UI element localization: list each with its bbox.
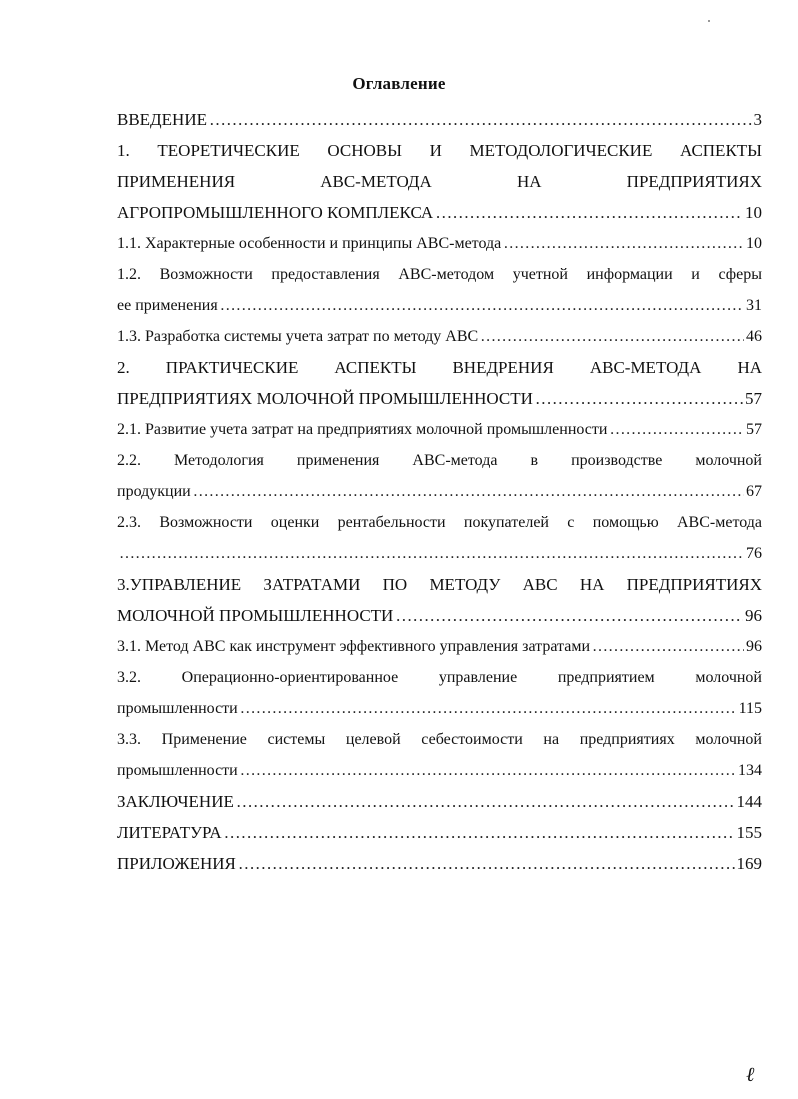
toc-page-number: 144 — [736, 792, 762, 811]
toc-page-number: 96 — [745, 606, 762, 625]
toc-entry-title: ПРИМЕНЕНИЯ АВС-МЕТОДА НА ПРЕДПРИЯТИЯХ — [117, 172, 762, 191]
toc-entry[interactable] — [117, 228, 762, 259]
toc-entry[interactable] — [117, 848, 762, 879]
toc-entry-title: ВВЕДЕНИЕ — [117, 110, 207, 129]
toc-entry-title: ЗАКЛЮЧЕНИЕ — [117, 792, 234, 811]
scan-speck — [708, 20, 710, 22]
dot-leader — [395, 600, 743, 631]
toc-entry[interactable] — [117, 104, 762, 135]
dot-leader — [238, 848, 735, 879]
toc-entry-title: ПРЕДПРИЯТИЯХ МОЛОЧНОЙ ПРОМЫШЛЕННОСТИ — [117, 389, 533, 408]
toc-entry[interactable] — [117, 321, 762, 352]
toc-entry-title: АГРОПРОМЫШЛЕННОГО КОМПЛЕКСА — [117, 203, 434, 222]
dot-leader — [224, 817, 735, 848]
dot-leader — [435, 197, 743, 228]
toc-page-number: 155 — [736, 823, 762, 842]
toc-page-number: 57 — [745, 389, 762, 408]
toc-entry[interactable] — [117, 631, 762, 662]
toc-entry-title: 3.УПРАВЛЕНИЕ ЗАТРАТАМИ ПО МЕТОДУ АВС НА ПРЕДПРИЯТИЯХ — [117, 575, 762, 594]
toc-entry-title: 1.2. Возможности предоставления АВС-методом учетной информации и сферы — [117, 266, 762, 283]
toc-entry-title: 3.3. Применение системы целевой себестоимости на предприятиях молочной — [117, 731, 762, 748]
toc-entry-title: 1.3. Разработка системы учета затрат по методу АВС — [117, 328, 479, 345]
toc-entry[interactable] — [117, 662, 762, 724]
toc-page-number: 46 — [746, 328, 762, 345]
toc-entry-title: ее применения — [117, 297, 218, 314]
toc-entry-title: 3.1. Метод АВС как инструмент эффективного управления затратами — [117, 638, 591, 655]
toc-entry[interactable] — [117, 414, 762, 445]
toc-page-number: 57 — [746, 421, 762, 438]
toc-entry[interactable] — [117, 569, 762, 631]
toc-page-number: 10 — [746, 235, 762, 252]
toc-page-number: 76 — [746, 545, 762, 562]
toc-entry[interactable] — [117, 817, 762, 848]
toc-entry[interactable] — [117, 135, 762, 228]
page-title: Оглавление — [352, 74, 446, 93]
toc-entry[interactable] — [117, 259, 762, 321]
dot-leader — [592, 631, 744, 662]
toc-entry-title: 2.3. Возможности оценки рентабельности покупателей с помощью АВС-метода — [117, 514, 762, 531]
toc-entry-title: промышленности — [117, 762, 238, 779]
toc-entry-title: 2.2. Методология применения АВС-метода в производстве молочной — [117, 452, 762, 469]
toc-entry-title: 3.2. Операционно-ориентированное управление предприятием молочной — [117, 669, 762, 686]
dot-leader — [480, 321, 744, 352]
handwritten-page-mark: ℓ — [746, 1062, 755, 1086]
toc-entry-title: 2. ПРАКТИЧЕСКИЕ АСПЕКТЫ ВНЕДРЕНИЯ АВС-МЕТОДА НА — [117, 358, 762, 377]
dot-leader — [240, 693, 737, 724]
dot-leader — [503, 228, 744, 259]
toc-entry-title: промышленности — [117, 700, 238, 717]
dot-leader — [193, 476, 744, 507]
toc-entry[interactable] — [117, 507, 762, 569]
dot-leader — [209, 104, 752, 135]
toc-entry-title: МОЛОЧНОЙ ПРОМЫШЛЕННОСТИ — [117, 606, 394, 625]
dot-leader — [535, 383, 743, 414]
dot-leader — [240, 755, 736, 786]
toc-entry[interactable] — [117, 445, 762, 507]
toc-page-number: 169 — [736, 854, 762, 873]
toc-entry-title: 2.1. Развитие учета затрат на предприятиях молочной промышленности — [117, 421, 608, 438]
toc-entry-title: ПРИЛОЖЕНИЯ — [117, 854, 236, 873]
toc-page-number: 115 — [738, 700, 762, 717]
toc-page-number: 3 — [753, 110, 762, 129]
toc-entry-title: ЛИТЕРАТУРА — [117, 823, 222, 842]
toc-page-number: 10 — [745, 203, 762, 222]
toc-entry[interactable] — [117, 786, 762, 817]
dot-leader — [609, 414, 744, 445]
toc-entry-title: 1.1. Характерные особенности и принципы АВС-метода — [117, 235, 502, 252]
toc-page-number: 134 — [738, 762, 762, 779]
toc-entry[interactable] — [117, 352, 762, 414]
toc-page-number: 67 — [746, 483, 762, 500]
toc-entry[interactable] — [117, 724, 762, 786]
dot-leader — [119, 538, 744, 569]
dot-leader — [220, 290, 744, 321]
toc-page-number: 96 — [746, 638, 762, 655]
dot-leader — [236, 786, 735, 817]
toc-entry-title: продукции — [117, 483, 191, 500]
table-of-contents — [117, 104, 762, 879]
toc-entry-title: 1. ТЕОРЕТИЧЕСКИЕ ОСНОВЫ И МЕТОДОЛОГИЧЕСКИЕ АСПЕКТЫ — [117, 141, 762, 160]
toc-page-number: 31 — [746, 297, 762, 314]
